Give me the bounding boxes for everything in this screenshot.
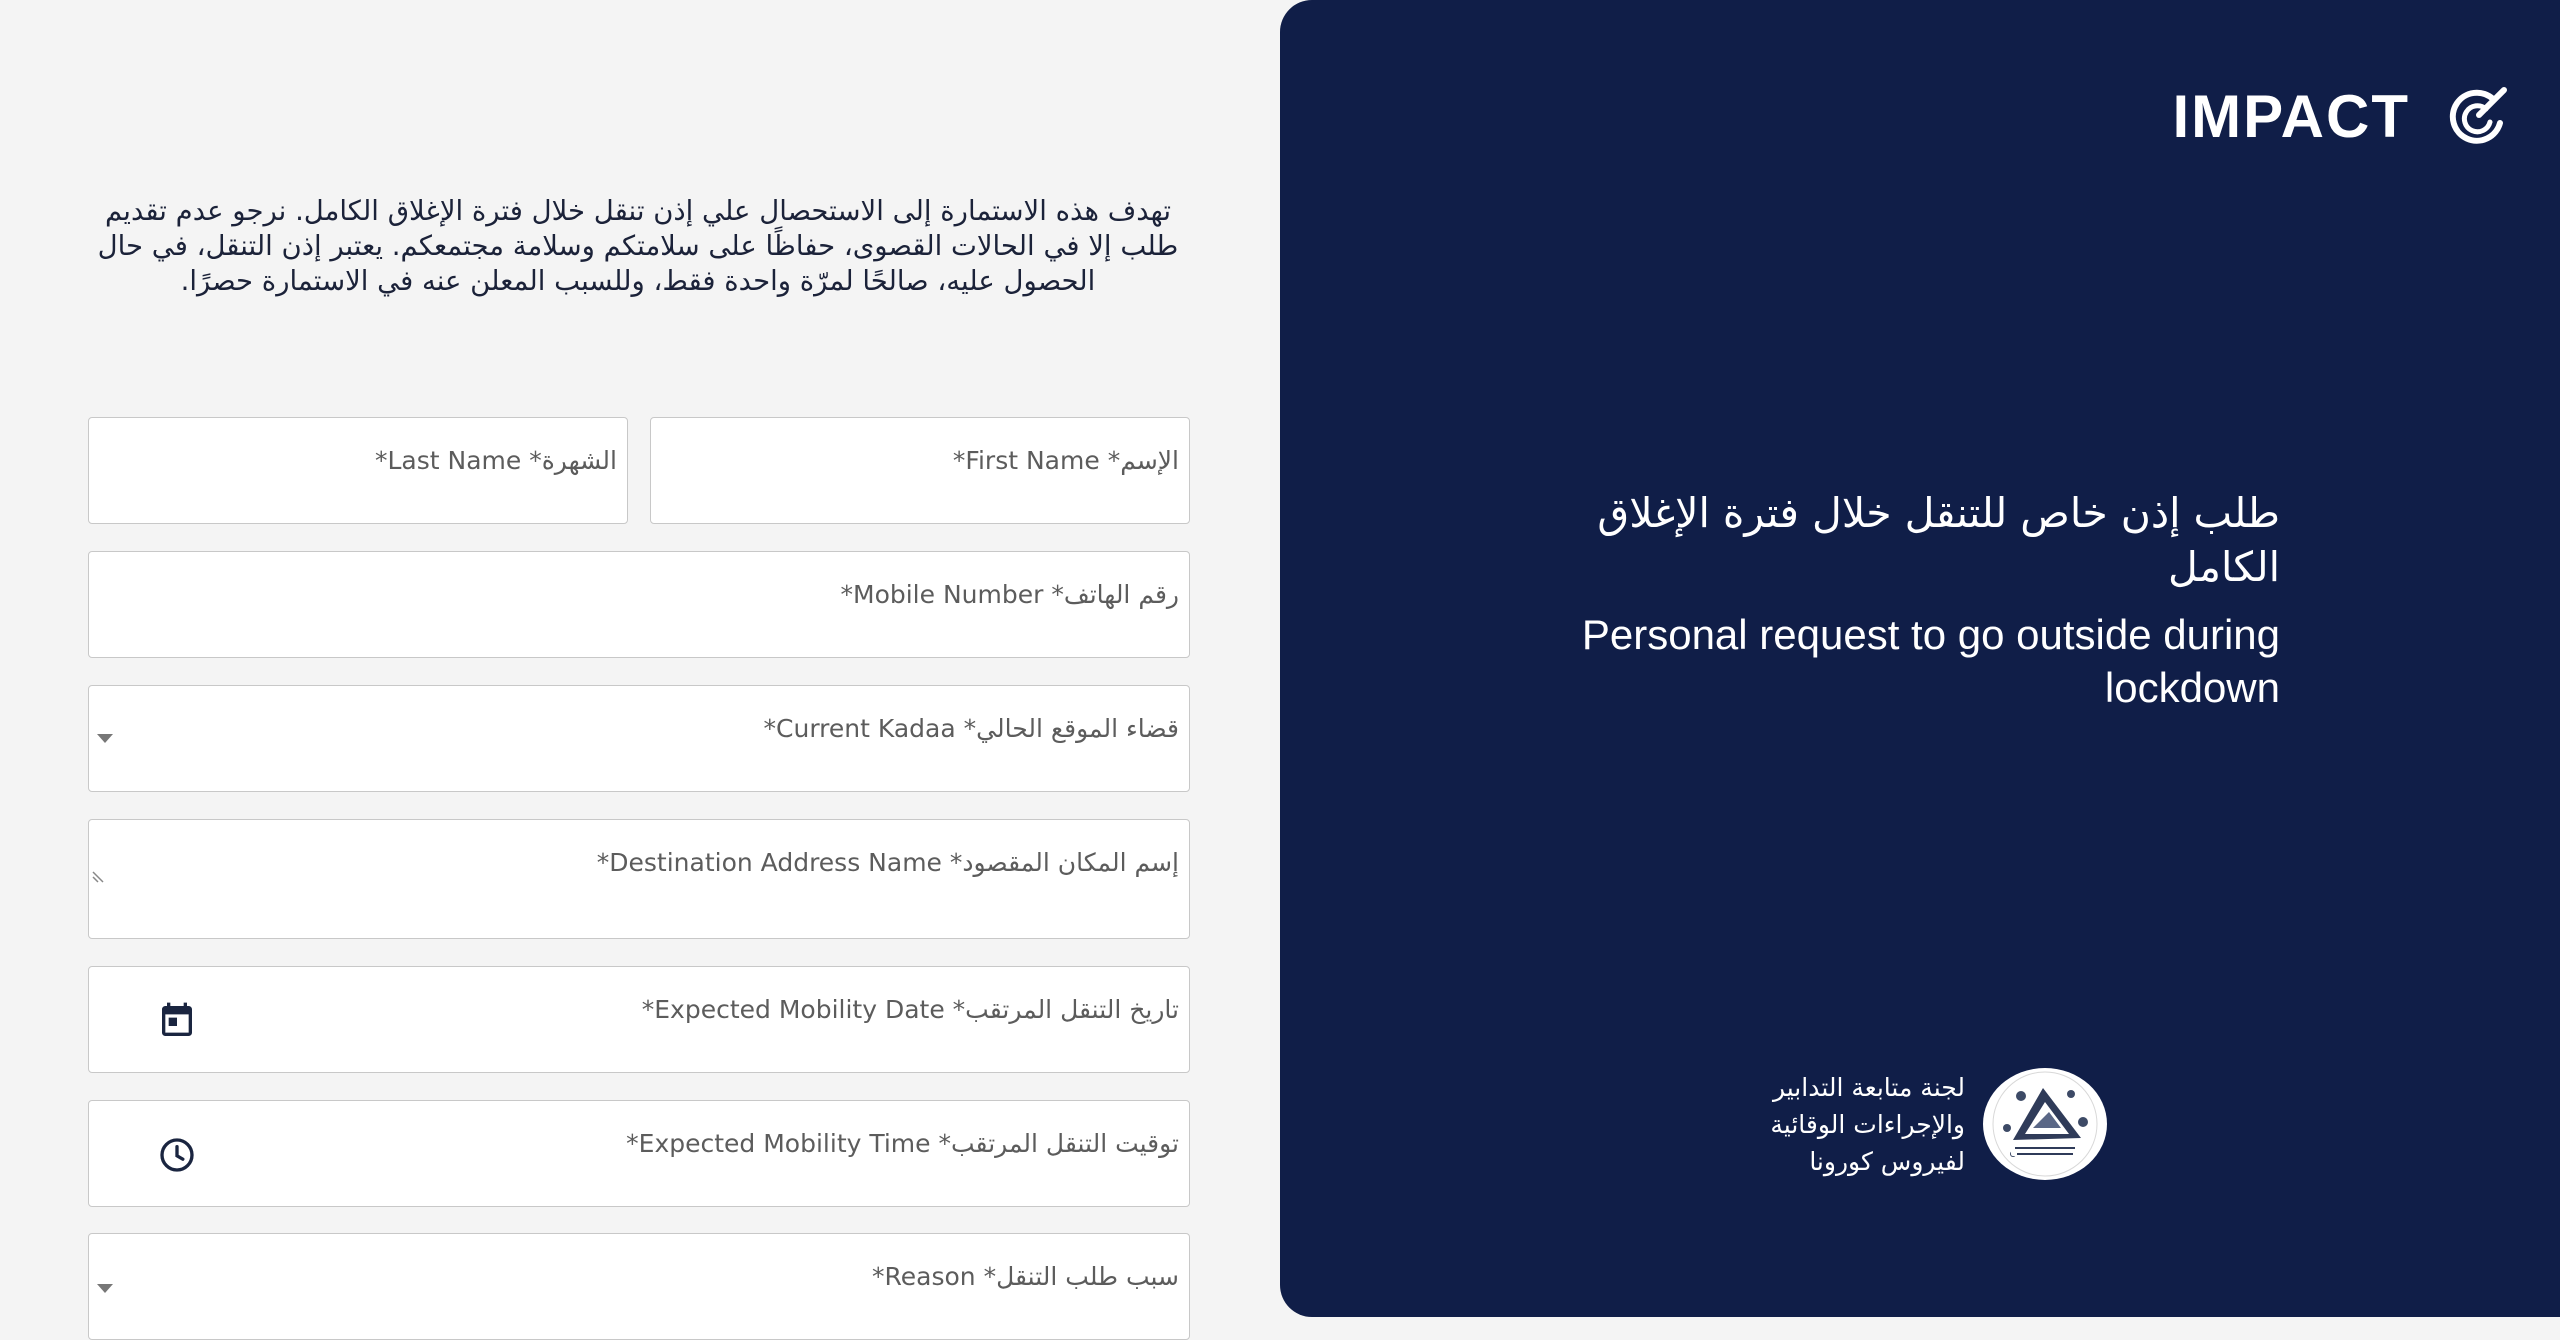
intro-text: تهدف هذه الاستمارة إلى الاستحصال علي إذن تنقل خلال فترة الإغلاق الكامل. نرجو عدم تقديم طلب إلا في الحالات القصوى، حفاظًا على سلامتكم وسلامة مجتمعكم. يعتبر إذن التنقل، في حال الحصول عليه، صالحًا لمرّة واحدة فقط، وللسبب المعلن عنه في الاستمارة حصرًا.	[97, 195, 1179, 297]
committee-block	[1745, 1068, 2107, 1180]
destination-address-label: إسم المكان المقصود* Destination Address Name*	[596, 848, 1179, 877]
seal-emblem-icon	[1983, 1068, 2107, 1180]
mobility-date-label: تاريخ التنقل المرتقب* Expected Mobility Date*	[641, 995, 1179, 1024]
destination-address-field[interactable]	[88, 819, 1190, 939]
mobility-time-label: توقيت التنقل المرتقب* Expected Mobility Time*	[626, 1129, 1179, 1158]
committee-seal-logo	[1983, 1068, 2107, 1180]
last-name-label: الشهرة* Last Name*	[374, 446, 617, 475]
mobile-number-label: رقم الهاتف* Mobile Number*	[840, 580, 1179, 609]
current-kadaa-select[interactable]	[88, 685, 1190, 792]
mobility-time-field[interactable]	[88, 1100, 1190, 1207]
impact-logo-icon	[2446, 85, 2510, 149]
committee-line: لفيروس كورونا	[1809, 1146, 1965, 1176]
panel-title-english: Personal request to go outside during lockdown	[1581, 611, 2280, 711]
dropdown-arrow-icon[interactable]	[97, 1284, 113, 1293]
mobile-number-field[interactable]	[88, 551, 1190, 658]
calendar-icon[interactable]	[157, 1001, 197, 1041]
brand-logo	[2172, 82, 2510, 151]
reason-label: سبب طلب التنقل* Reason*	[872, 1262, 1179, 1291]
committee-name	[1745, 1069, 1965, 1180]
first-name-field[interactable]	[650, 417, 1190, 524]
reason-select[interactable]	[88, 1233, 1190, 1340]
panel-title-arabic: طلب إذن خاص للتنقل خلال فترة الإغلاق الكامل	[1597, 489, 2280, 591]
mobility-date-field[interactable]	[88, 966, 1190, 1073]
dropdown-arrow-icon[interactable]	[97, 734, 113, 743]
info-panel	[1280, 0, 2560, 1317]
clock-icon[interactable]	[157, 1135, 197, 1175]
last-name-field[interactable]	[88, 417, 628, 524]
committee-line: والإجراءات الوقائية	[1770, 1109, 1965, 1139]
brand-name: IMPACT	[2172, 83, 2410, 150]
committee-line: لجنة متابعة التدابير	[1772, 1072, 1965, 1102]
first-name-label: الإسم* First Name*	[952, 446, 1179, 475]
resize-handle-icon[interactable]	[91, 870, 105, 884]
current-kadaa-label: قضاء الموقع الحالي* Current Kadaa*	[763, 714, 1179, 743]
